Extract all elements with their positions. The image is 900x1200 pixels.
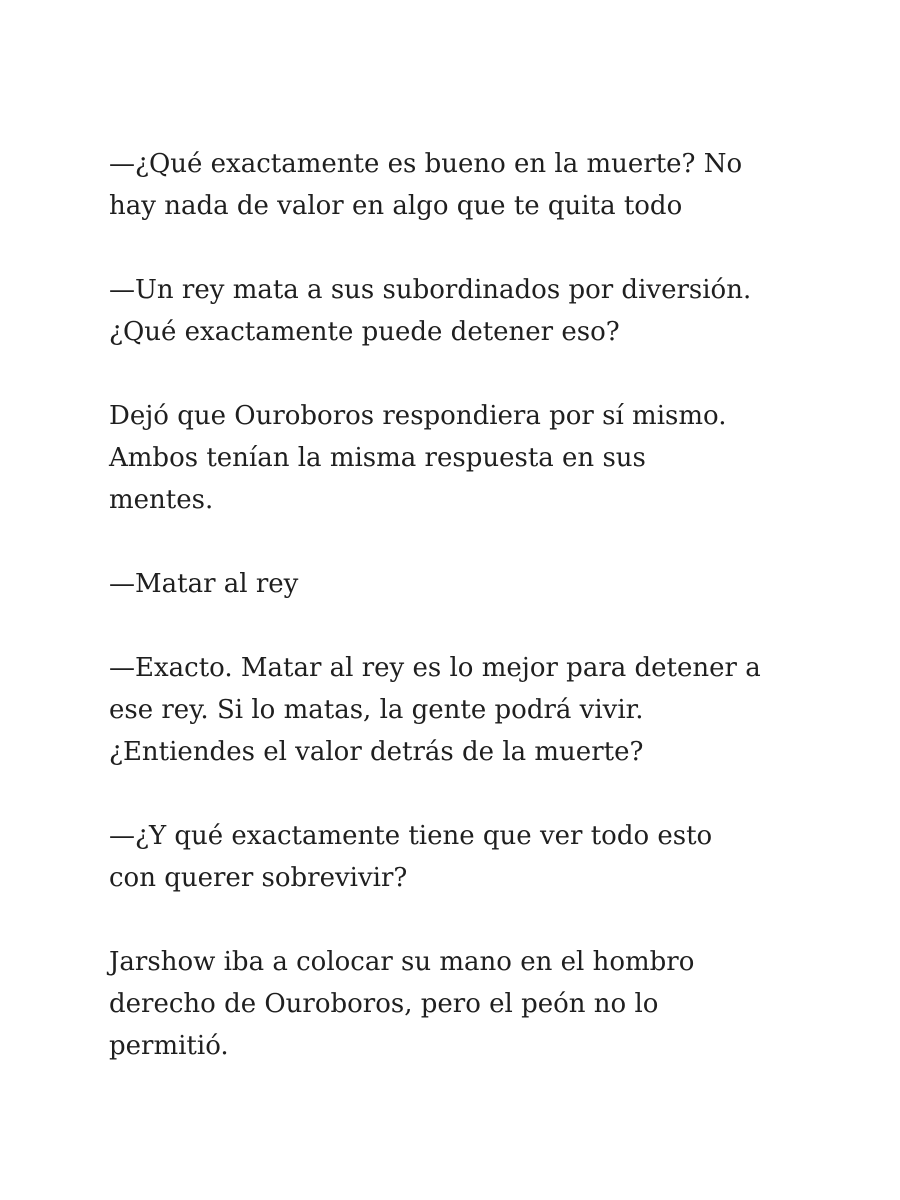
text-line: Ambos tenían la misma respuesta en sus [109, 443, 646, 473]
paragraph-1 [109, 143, 809, 227]
text-line: ¿Entiendes el valor detrás de la muerte? [109, 737, 644, 767]
paragraph-6 [109, 815, 809, 899]
text-line: —Exacto. Matar al rey es lo mejor para detener a [109, 653, 761, 683]
text-line: —¿Y qué exactamente tiene que ver todo esto [109, 821, 713, 851]
text-line: derecho de Ouroboros, pero el peón no lo [109, 989, 659, 1019]
text-line: hay nada de valor en algo que te quita todo [109, 191, 683, 221]
story-text [109, 143, 809, 1109]
paragraph-3 [109, 395, 809, 521]
paragraph-5 [109, 647, 809, 773]
text-line: ese rey. Si lo matas, la gente podrá vivir. [109, 695, 644, 725]
text-line: —Matar al rey [109, 569, 299, 599]
text-line: —¿Qué exactamente es bueno en la muerte? No [109, 149, 743, 179]
text-line: permitió. [109, 1031, 229, 1061]
text-line: —Un rey mata a sus subordinados por diversión. [109, 275, 752, 305]
text-line: ¿Qué exactamente puede detener eso? [109, 317, 620, 347]
text-line: Dejó que Ouroboros respondiera por sí mismo. [109, 401, 727, 431]
paragraph-7 [109, 941, 809, 1067]
text-line: con querer sobrevivir? [109, 863, 408, 893]
text-line: Jarshow iba a colocar su mano en el hombro [109, 947, 695, 977]
text-line: mentes. [109, 485, 214, 515]
paragraph-2 [109, 269, 809, 353]
paragraph-4 [109, 563, 809, 605]
